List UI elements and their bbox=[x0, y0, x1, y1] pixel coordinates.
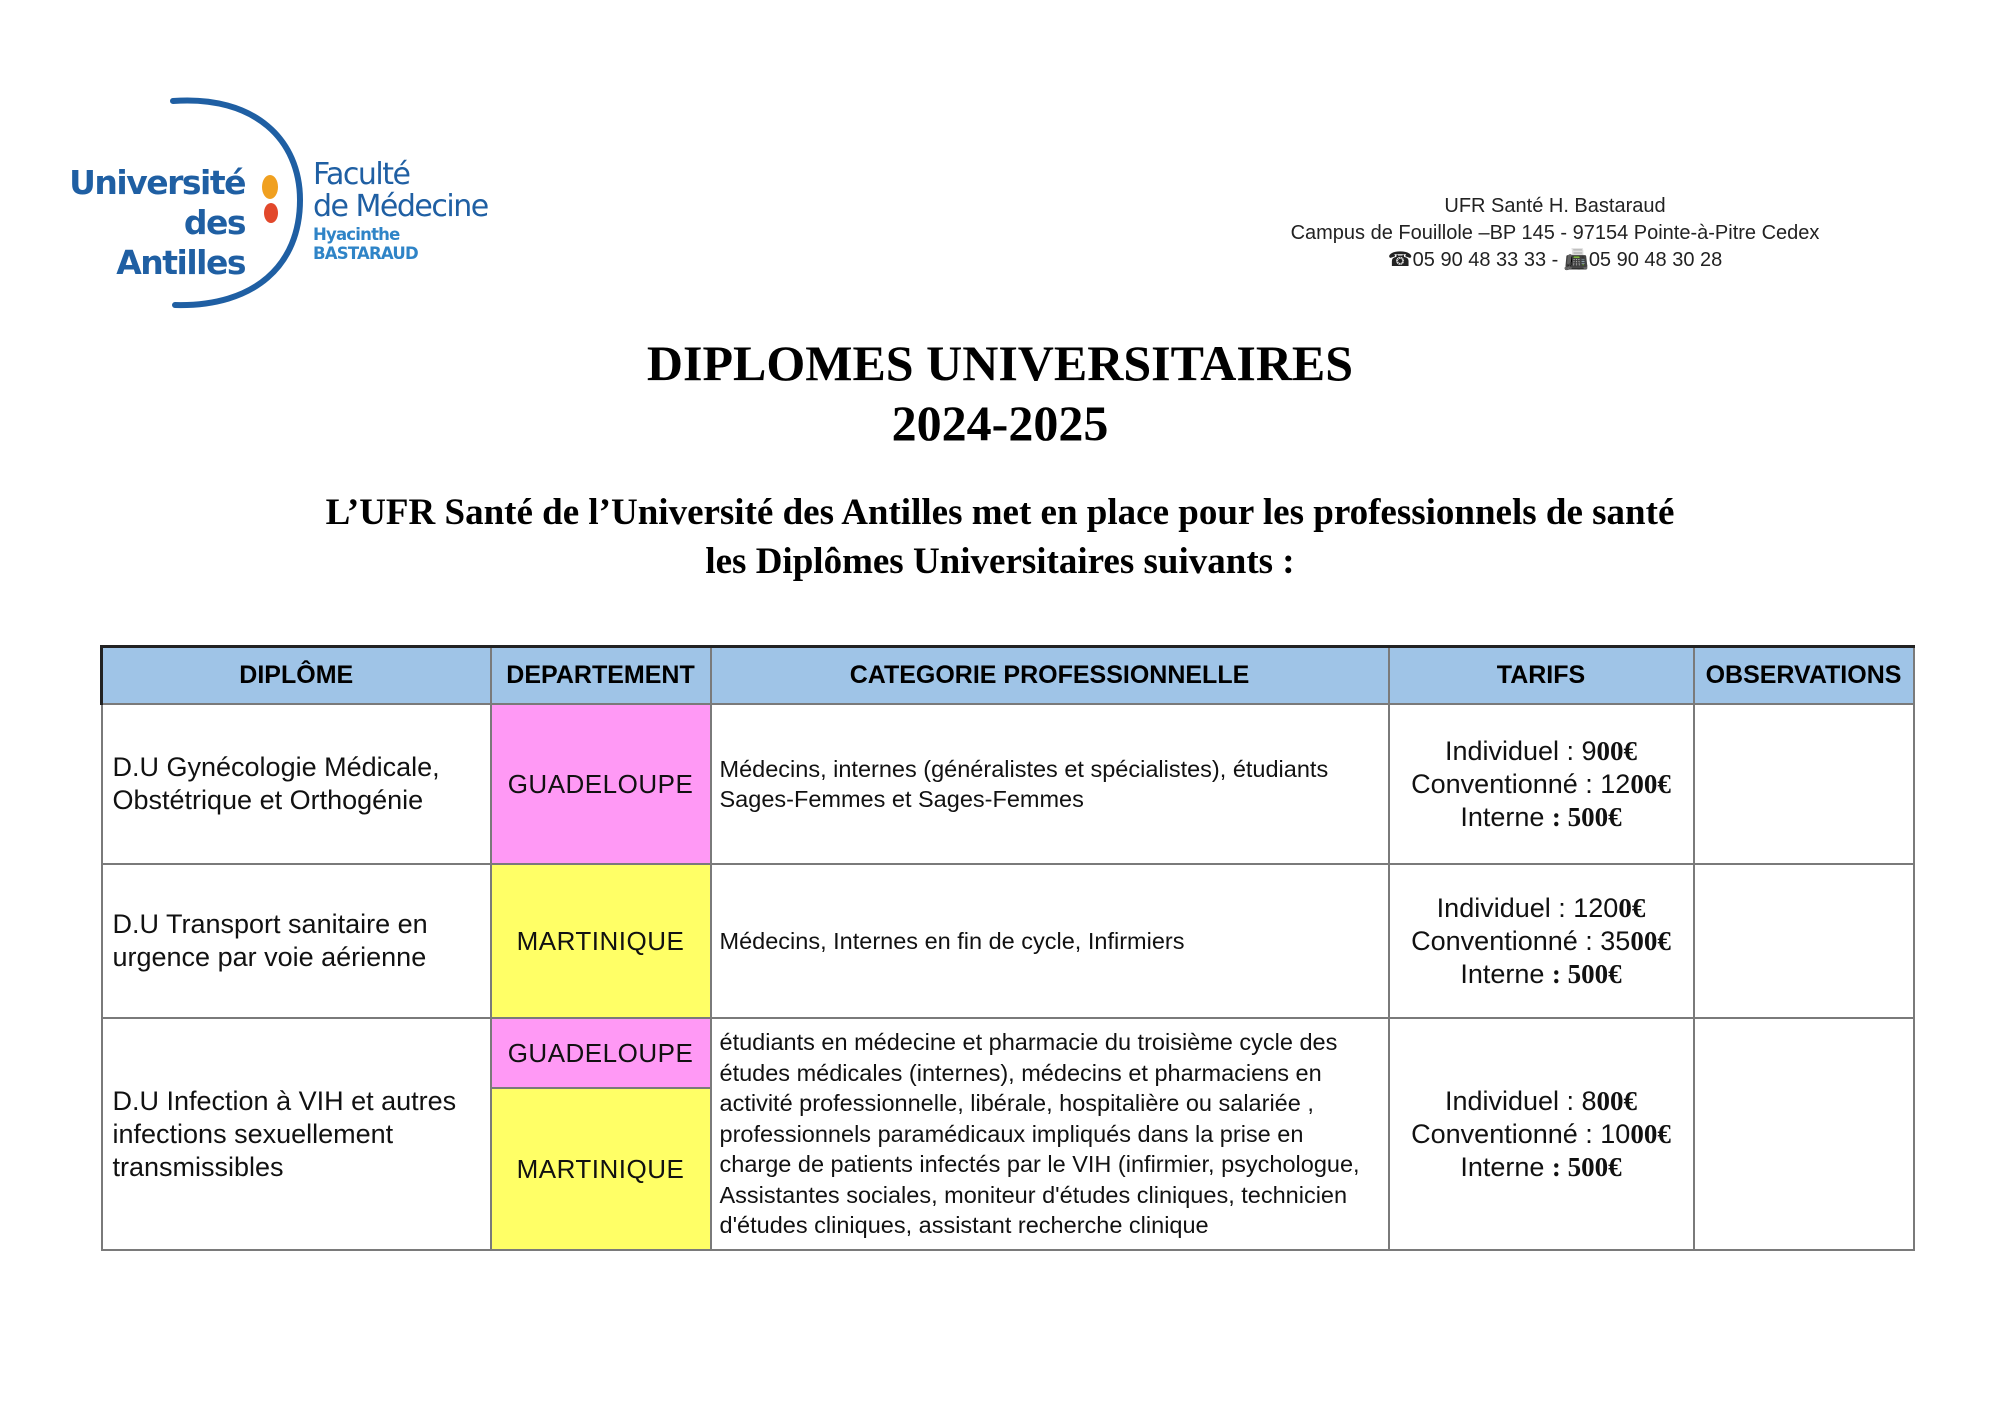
tarif-label: Individuel : 120 bbox=[1436, 892, 1619, 923]
diplomas-table bbox=[100, 645, 1915, 1251]
diplome-cell bbox=[102, 1018, 491, 1250]
tarif-value: 00€ bbox=[1596, 735, 1638, 766]
tarif-interne bbox=[1390, 1151, 1693, 1184]
tarif-value: : 500€ bbox=[1551, 1151, 1622, 1182]
logo-faculty-name bbox=[313, 159, 488, 223]
tarif-conventionne bbox=[1390, 925, 1693, 958]
address-line-campus: Campus de Fouillole –BP 145 - 97154 Pointe-à-Pitre Cedex bbox=[1290, 222, 1820, 244]
tarif-value: 00€ bbox=[1630, 768, 1671, 799]
university-logo bbox=[55, 95, 495, 310]
diplome-cell bbox=[102, 704, 491, 864]
tarif-value: 00€ bbox=[1630, 925, 1671, 956]
logo-faculty-sub: Hyacinthe BASTARAUD bbox=[313, 225, 418, 263]
tarif-label: Conventionné : 10 bbox=[1411, 1118, 1631, 1149]
tarifs-cell bbox=[1389, 704, 1694, 864]
categorie-line: professionnels paramédicaux impliqués dans la prise en bbox=[719, 1120, 1304, 1147]
fax-icon: 📠 bbox=[1563, 249, 1589, 271]
table-row bbox=[102, 704, 1914, 864]
header-observations: OBSERVATIONS bbox=[1694, 647, 1914, 705]
header-diplome: DIPLÔME bbox=[102, 647, 491, 705]
diplome-line: infections sexuellement bbox=[112, 1118, 394, 1149]
categorie-line: étudiants en médecine et pharmacie du troisième cycle des bbox=[719, 1029, 1338, 1056]
page-title bbox=[0, 333, 2000, 453]
tarif-label: Interne bbox=[1460, 801, 1552, 832]
table-row bbox=[102, 864, 1914, 1018]
categorie-line: charge de patients infectés par le VIH (infirmier, psychologue, bbox=[719, 1151, 1360, 1178]
tarif-individuel bbox=[1390, 1085, 1693, 1118]
header-tarifs: TARIFS bbox=[1389, 647, 1694, 705]
department-cell-martinique: MARTINIQUE bbox=[491, 1088, 711, 1250]
categorie-cell bbox=[711, 1018, 1389, 1250]
tarifs-cell bbox=[1389, 1018, 1694, 1250]
diplome-cell bbox=[102, 864, 491, 1018]
categorie-cell bbox=[711, 864, 1389, 1018]
tarif-label: Conventionné : 35 bbox=[1411, 925, 1631, 956]
logo-faculty-line2: de Médecine bbox=[313, 189, 488, 224]
tarif-label: Interne bbox=[1460, 958, 1552, 989]
tarif-label: Interne bbox=[1460, 1151, 1552, 1182]
table-header-row bbox=[102, 647, 1914, 705]
diplome-line: transmissibles bbox=[112, 1151, 284, 1182]
header-categorie: CATEGORIE PROFESSIONNELLE bbox=[711, 647, 1389, 705]
categorie-line: Assistantes sociales, moniteur d'études cliniques, technicien bbox=[719, 1181, 1348, 1208]
logo-university-line2: des Antilles bbox=[116, 203, 245, 282]
tarif-interne bbox=[1390, 958, 1693, 991]
categorie-line: Médecins, Internes en fin de cycle, Infirmiers bbox=[719, 927, 1185, 954]
page-title-line1: DIPLOMES UNIVERSITAIRES bbox=[646, 335, 1354, 391]
logo-university-name bbox=[55, 163, 245, 283]
tarif-individuel bbox=[1390, 735, 1693, 768]
phone-icon: ☎ bbox=[1387, 249, 1413, 271]
tarif-value: 00€ bbox=[1630, 1118, 1671, 1149]
department-cell-guadeloupe: GUADELOUPE bbox=[491, 704, 711, 864]
observations-cell bbox=[1694, 1018, 1914, 1250]
department-cell-martinique: MARTINIQUE bbox=[491, 864, 711, 1018]
tarif-label: Individuel : 9 bbox=[1444, 735, 1597, 766]
department-cell-guadeloupe: GUADELOUPE bbox=[491, 1018, 711, 1088]
diplome-line: D.U Transport sanitaire en bbox=[112, 909, 428, 939]
categorie-line: Médecins, internes (généralistes et spécialistes), étudiants bbox=[719, 755, 1329, 782]
categorie-line: Sages-Femmes et Sages-Femmes bbox=[719, 786, 1084, 812]
tarif-label: Conventionné : 12 bbox=[1411, 768, 1631, 799]
categorie-line: d'études cliniques, assistant recherche clinique bbox=[719, 1212, 1209, 1239]
diplome-line: D.U Infection à VIH et autres bbox=[112, 1085, 457, 1116]
diplome-line: D.U Gynécologie Médicale, bbox=[112, 752, 440, 782]
table-row bbox=[102, 1018, 1914, 1088]
tarif-label: Individuel : 8 bbox=[1444, 1085, 1597, 1116]
observations-cell bbox=[1694, 864, 1914, 1018]
page-subtitle-line2: les Diplômes Universitaires suivants : bbox=[705, 541, 1295, 582]
tarif-interne bbox=[1390, 801, 1693, 834]
categorie-line: études médicales (internes), médecins et pharmaciens en bbox=[719, 1059, 1322, 1086]
address-line-ufr: UFR Santé H. Bastaraud bbox=[1444, 195, 1666, 217]
diplome-line: urgence par voie aérienne bbox=[112, 942, 427, 972]
tarif-value: : 500€ bbox=[1551, 958, 1622, 989]
tarif-conventionne bbox=[1390, 768, 1693, 801]
observations-cell bbox=[1694, 704, 1914, 864]
address-block bbox=[1200, 193, 1910, 274]
fax-number: 05 90 48 30 28 bbox=[1588, 249, 1723, 271]
address-line-contact bbox=[1200, 247, 1910, 274]
categorie-line: activité professionnelle, libérale, hospitalière ou salariée , bbox=[719, 1090, 1314, 1117]
page-subtitle bbox=[0, 488, 2000, 586]
tarif-conventionne bbox=[1390, 1118, 1693, 1151]
page-title-year: 2024-2025 bbox=[891, 395, 1109, 451]
tarif-value: 0€ bbox=[1618, 892, 1646, 923]
tarifs-cell bbox=[1389, 864, 1694, 1018]
header-departement: DEPARTEMENT bbox=[491, 647, 711, 705]
logo-university-line1: Université bbox=[69, 163, 245, 202]
tarif-value: 00€ bbox=[1596, 1085, 1638, 1116]
categorie-cell bbox=[711, 704, 1389, 864]
logo-faculty-line1: Faculté bbox=[313, 157, 410, 192]
diplome-line: Obstétrique et Orthogénie bbox=[112, 785, 424, 815]
tarif-individuel bbox=[1390, 892, 1693, 925]
tarif-value: : 500€ bbox=[1551, 801, 1622, 832]
phone-number: 05 90 48 33 33 bbox=[1412, 249, 1547, 271]
contact-separator: - bbox=[1551, 249, 1559, 271]
page-subtitle-line1: L’UFR Santé de l’Université des Antilles met en place pour les professionnels de santé bbox=[325, 492, 1675, 533]
